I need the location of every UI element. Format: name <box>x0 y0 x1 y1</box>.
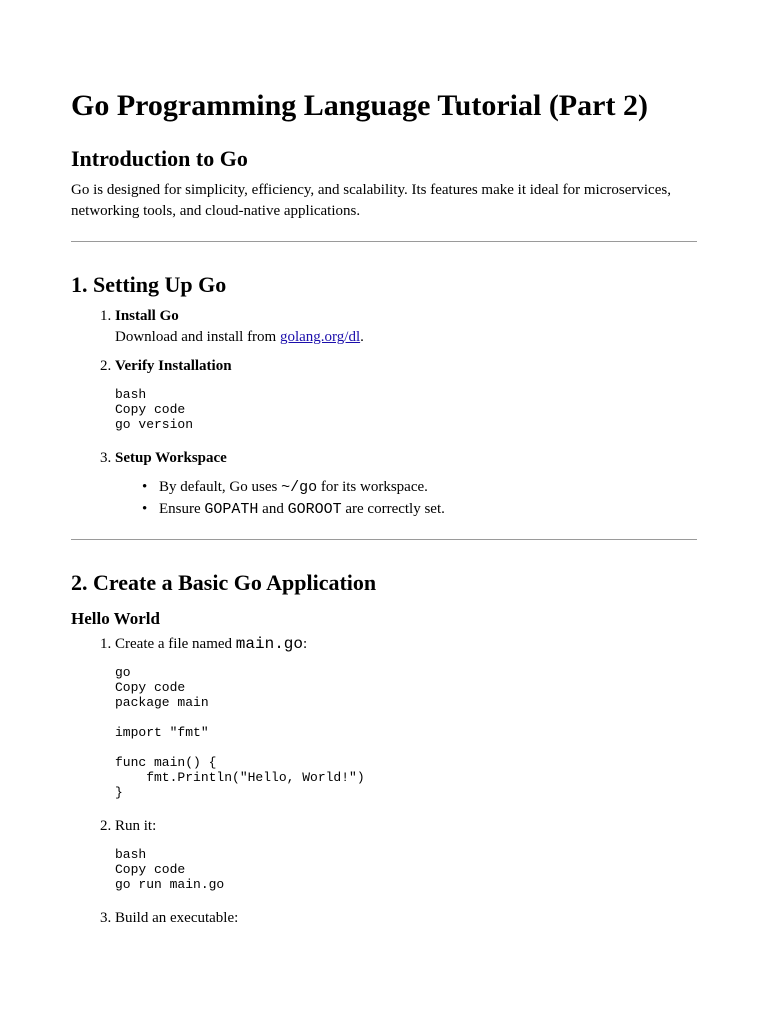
verify-code-block: bash Copy code go version <box>115 387 194 432</box>
intro-section <box>71 144 697 222</box>
setup-section <box>71 270 697 520</box>
basic-app-section <box>71 568 697 929</box>
bullet1-text-before: By default, Go uses <box>159 479 282 495</box>
bullet-env-vars <box>159 499 697 520</box>
main-go-filename: main.go <box>235 635 303 653</box>
hello-world-heading: Hello World <box>71 609 160 628</box>
build-text: 3. Build an executable: <box>115 910 239 926</box>
list-item-run <box>115 816 697 892</box>
bullet2-text-before: Ensure <box>159 501 205 517</box>
install-title: 1. Install Go <box>115 308 179 324</box>
section-divider <box>71 539 697 540</box>
workspace-path-code: ~/go <box>281 479 318 496</box>
workspace-title: 3. Setup Workspace <box>115 450 227 466</box>
intro-paragraph: Go is designed for simplicity, efficiency, and scalability. Its features make it ideal for microservices, networking tools, and cloud-native applications. <box>71 182 671 219</box>
workspace-bullets <box>115 477 697 520</box>
basic-app-heading: 2. Create a Basic Go Application <box>71 570 377 595</box>
list-item-install <box>115 306 697 348</box>
golang-download-link[interactable]: golang.org/dl <box>279 329 361 345</box>
create-file-after: : <box>303 636 308 652</box>
page-title: Go Programming Language Tutorial (Part 2) <box>71 89 648 122</box>
list-item-build <box>115 908 697 929</box>
intro-heading: Introduction to Go <box>71 146 248 171</box>
run-code-block: bash Copy code go run main.go <box>115 847 225 892</box>
verify-title: 2. Verify Installation <box>115 358 232 374</box>
list-item-workspace <box>115 448 697 520</box>
create-file-text <box>115 634 697 655</box>
goroot-code: GOROOT <box>287 501 342 518</box>
run-text: 2. Run it: <box>115 818 157 834</box>
create-file-before: Create a file named <box>115 636 236 652</box>
setup-steps-list <box>71 306 697 520</box>
bullet-default-workspace <box>159 477 697 498</box>
setup-heading: 1. Setting Up Go <box>71 272 227 297</box>
bullet1-text-after: for its workspace. <box>317 479 428 495</box>
section-divider <box>71 241 697 242</box>
gopath-code: GOPATH <box>204 501 259 518</box>
list-item-create-file <box>115 634 697 800</box>
install-text-before: Download and install from <box>115 329 280 345</box>
hello-world-code-block: go Copy code package main import "fmt" func main() { fmt.Println("Hello, World!") } <box>115 665 365 800</box>
bullet2-text-after: are correctly set. <box>341 501 445 517</box>
list-item-verify <box>115 356 697 432</box>
install-text <box>115 327 697 348</box>
hello-world-steps-list <box>71 634 697 929</box>
bullet2-text-mid: and <box>258 501 288 517</box>
install-text-after: . <box>360 329 364 345</box>
